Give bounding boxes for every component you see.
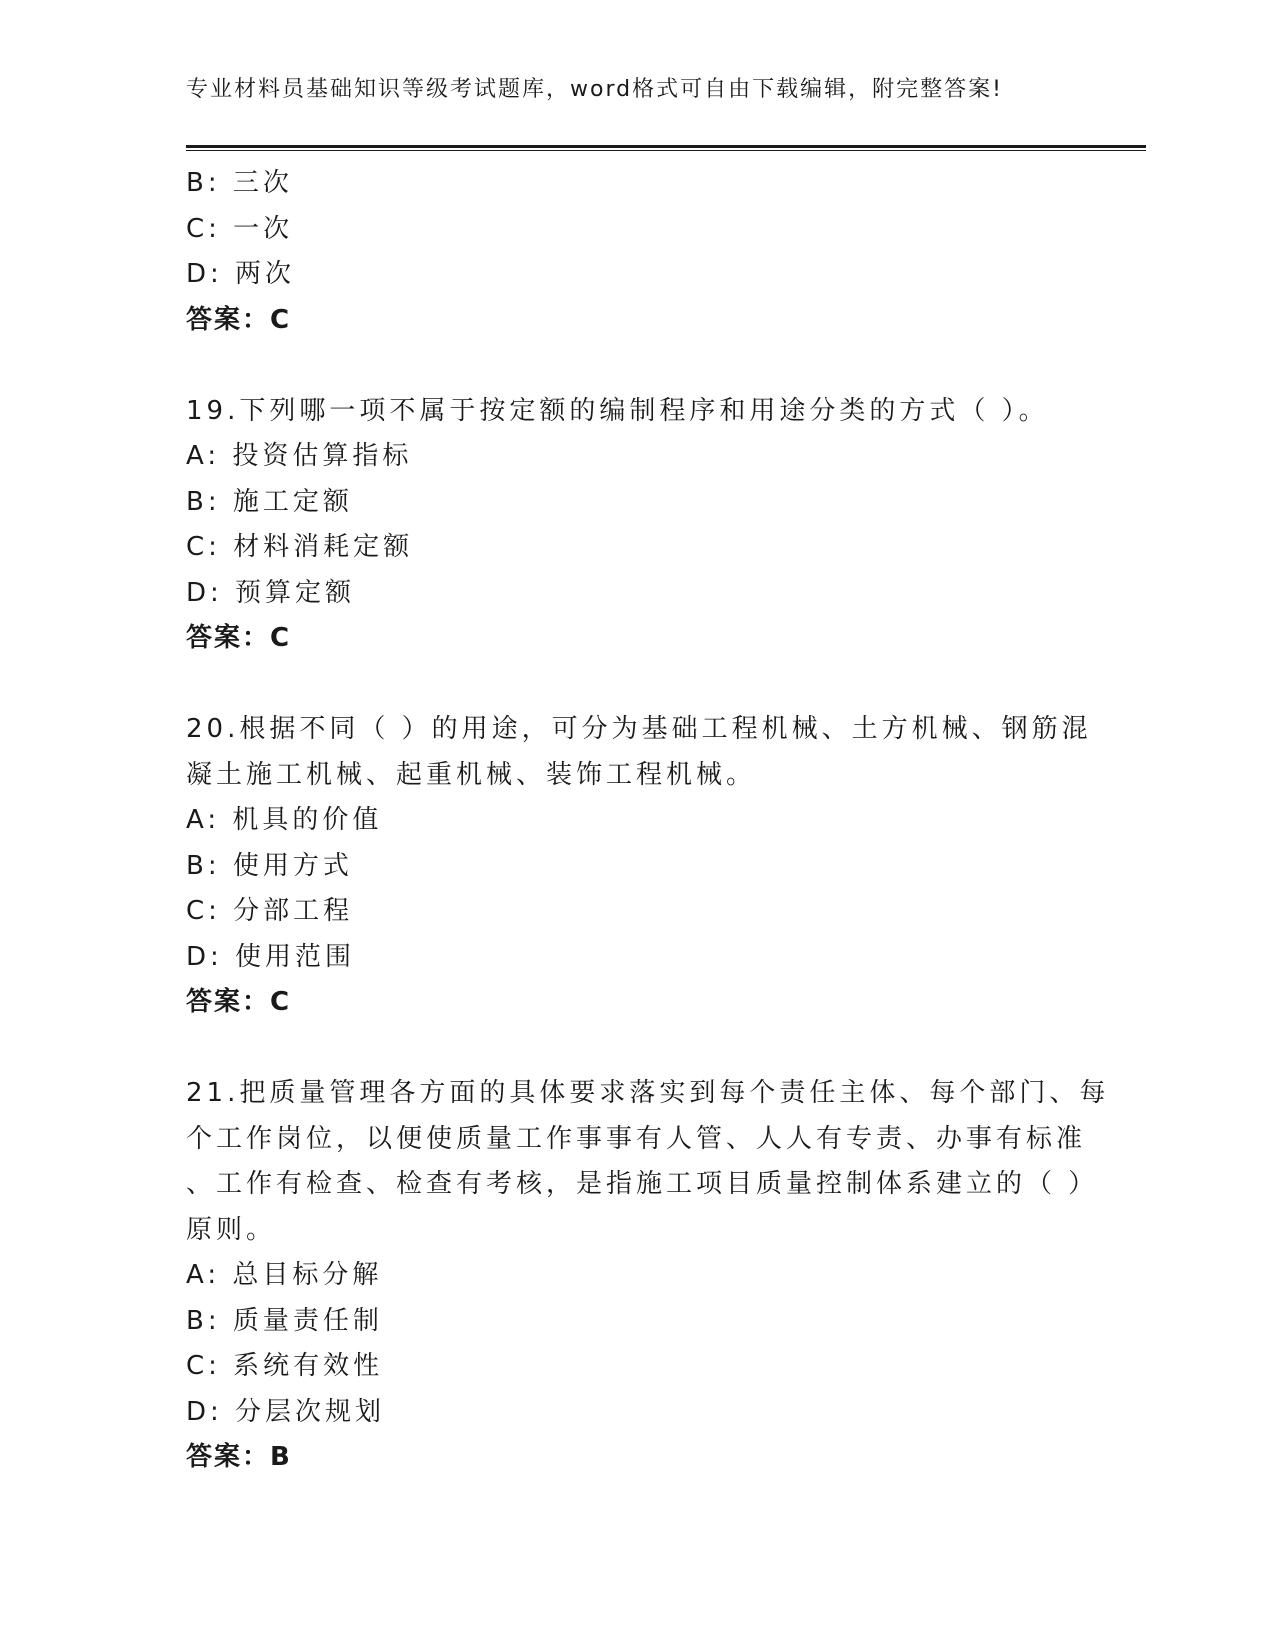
page-header: 专业材料员基础知识等级考试题库，word格式可自由下载编辑，附完整答案! — [186, 77, 1003, 102]
header-rule-thick — [186, 145, 1146, 148]
question-stem: 20.根据不同（ ）的用途，可分为基础工程机械、土方机械、钢筋混 — [186, 714, 1092, 744]
question-stem: 原则。 — [186, 1214, 277, 1245]
answer: 答案：C — [186, 623, 292, 653]
option-c: C: 分部工程 — [186, 896, 354, 926]
question-stem: 19.下列哪一项不属于按定额的编制程序和用途分类的方式（ ）。 — [186, 395, 1049, 426]
option-c: C: 系统有效性 — [186, 1351, 384, 1381]
option-a: A: 机具的价值 — [186, 805, 383, 835]
option-a: A: 投资估算指标 — [186, 441, 413, 471]
question-stem: 凝土施工机械、起重机械、装饰工程机械。 — [186, 759, 757, 790]
question-20 — [186, 707, 1092, 1026]
header-rule-thin — [186, 150, 1146, 151]
question-stem: 个工作岗位，以便使质量工作事事有人管、人人有专责、办事有标准 — [186, 1123, 1087, 1154]
option-c: C: 一次 — [186, 213, 294, 244]
option-d: D: 预算定额 — [186, 577, 356, 608]
question-21 — [186, 1071, 1110, 1481]
option-c: C: 材料消耗定额 — [186, 532, 414, 562]
option-b: B: 使用方式 — [186, 850, 353, 881]
question-continued — [186, 161, 1076, 343]
question-19 — [186, 389, 1076, 662]
question-list — [186, 161, 1110, 1481]
answer: 答案：C — [186, 987, 292, 1017]
option-b: B: 三次 — [186, 168, 293, 198]
question-stem: 、工作有检查、检查有考核，是指施工项目质量控制体系建立的（ ） — [186, 1169, 1099, 1199]
option-b: B: 质量责任制 — [186, 1305, 383, 1336]
question-stem: 21.把质量管理各方面的具体要求落实到每个责任主体、每个部门、每 — [186, 1078, 1110, 1108]
option-b: B: 施工定额 — [186, 486, 353, 517]
answer: 答案：C — [186, 304, 292, 335]
option-d: D: 分层次规划 — [186, 1396, 386, 1427]
option-d: D: 使用范围 — [186, 941, 356, 972]
option-d: D: 两次 — [186, 259, 296, 289]
option-a: A: 总目标分解 — [186, 1260, 383, 1290]
answer: 答案：B — [186, 1442, 292, 1472]
